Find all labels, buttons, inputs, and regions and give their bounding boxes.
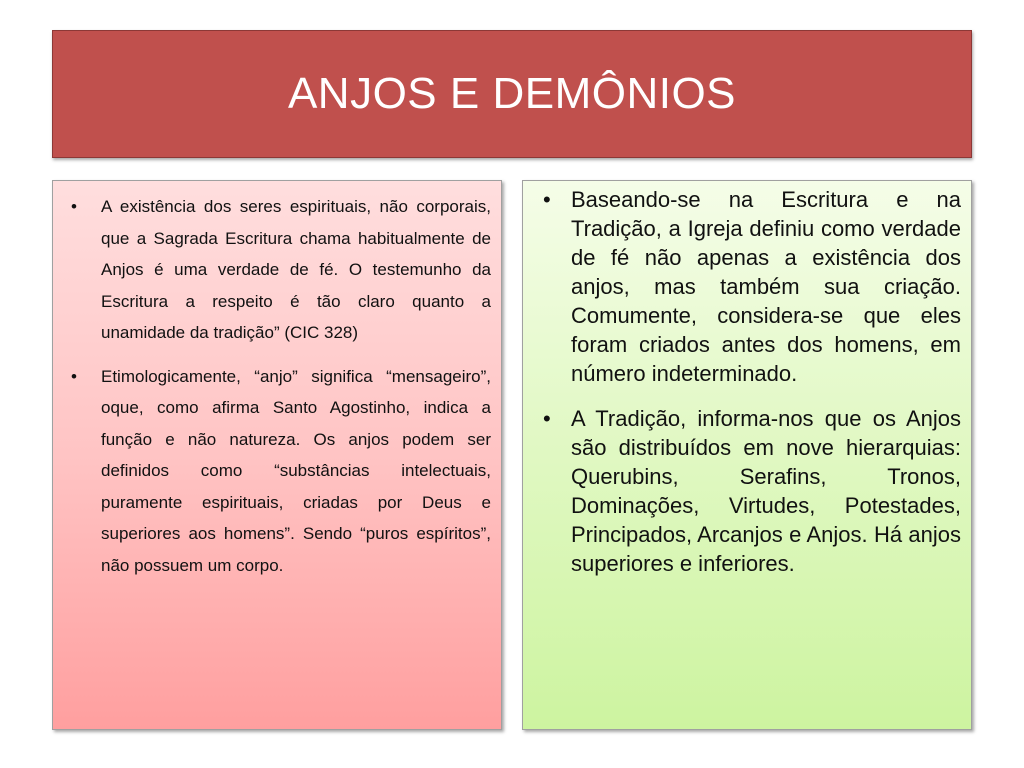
right-bullet-item-2 — [535, 404, 961, 578]
bullet-icon: • — [543, 187, 551, 212]
bullet-icon: • — [543, 406, 551, 431]
right-bullet-list — [523, 181, 971, 578]
slide-title: ANJOS E DEMÔNIOS — [287, 69, 737, 118]
left-content-box — [52, 180, 502, 730]
bullet-icon: • — [71, 197, 77, 216]
left-bullet-item-2 — [67, 361, 491, 582]
right-content-box — [522, 180, 972, 730]
right-bullet-text-2: A Tradição, informa-nos que os Anjos são distribuídos em nove hierarquias: Querubins, Serafins, Tronos, Dominações, Virtudes, Potestades, Principados, Arcanjos e Anjos. Há anjos superiores e inferiores. — [571, 406, 961, 576]
left-bullet-item-1 — [67, 191, 491, 349]
title-banner — [52, 30, 972, 158]
right-bullet-text-1: Baseando-se na Escritura e na Tradição, a Igreja definiu como verdade de fé não apenas a existência dos anjos, mas também sua criação. Comumente, considera-se que eles foram criados antes dos homens, em número indeterminado. — [571, 187, 961, 386]
bullet-icon: • — [71, 366, 77, 386]
left-bullet-text-2: Etimologicamente, “anjo” significa “mensageiro”, oque, como afirma Santo Agostinho, indica a função e não natureza. Os anjos podem ser definidos como “substâncias intelectuais, puramente espirituais, criadas por Deus e superiores aos homens”. Sendo “puros espíritos”, não possuem um corpo. — [101, 366, 491, 575]
right-bullet-item-1 — [535, 185, 961, 388]
left-bullet-list — [53, 181, 501, 581]
left-bullet-text-1: A existência dos seres espirituais, não corporais, que a Sagrada Escritura chama habitualmente de Anjos é uma verdade de fé. O testemunho da Escritura a respeito é tão claro quanto a unamidade da tradição” (CIC 328) — [101, 197, 491, 342]
